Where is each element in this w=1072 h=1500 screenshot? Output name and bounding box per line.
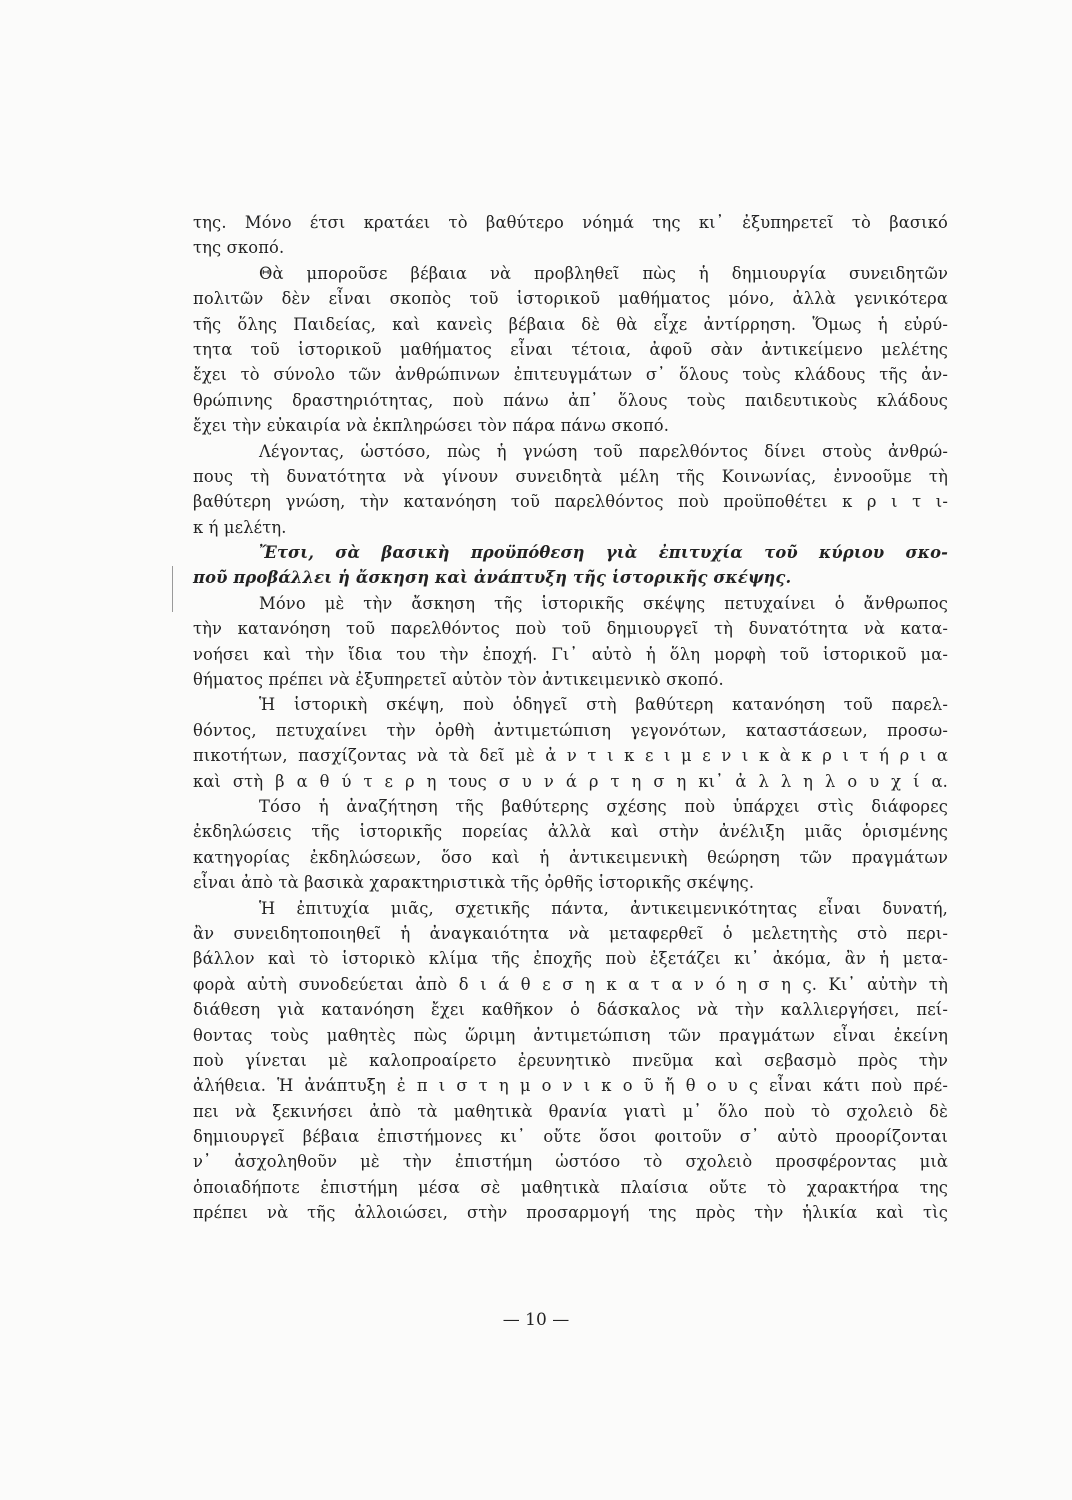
text-line: βάλλον καὶ τὸ ἱστορικὸ κλίμα τῆς ἐποχῆς ποὺ ἐξετάζει κι᾿ ἀκόμα, ἂν ἡ μετα- xyxy=(193,949,948,969)
text-line: ν᾿ ἀσχοληθοῦν μὲ τὴν ἐπιστήμη ὡστόσο τὸ σχολειὸ προσφέροντας μιὰ xyxy=(193,1152,948,1172)
text-line: τητα τοῦ ἱστορικοῦ μαθήματος εἶναι τέτοια, ἀφοῦ σὰν ἀντικείμενο μελέτης xyxy=(193,339,948,359)
text-line: Λέγοντας, ὡστόσο, πὼς ἡ γνώση τοῦ παρελθόντος δίνει στοὺς ἀνθρώ- xyxy=(259,441,948,461)
text-line: πους τὴ δυνατότητα νὰ γίνουν συνειδητὰ μέλη τῆς Κοινωνίας, ἐννοοῦμε τὴ xyxy=(193,466,948,486)
margin-pencil-mark xyxy=(172,566,173,612)
text-line: Ἡ ἱστορικὴ σκέψη, ποὺ ὁδηγεῖ στὴ βαθύτερη κατανόηση τοῦ παρελ- xyxy=(259,695,948,715)
text-line: θρώπινης δραστηριότητας, ποὺ πάνω ἀπ᾿ ὅλους τοὺς παιδευτικοὺς κλάδους xyxy=(193,390,948,410)
text-line: ὁποιαδήποτε ἐπιστήμη μέσα σὲ μαθητικὰ πλαίσια οὔτε τὸ χαρακτήρα της xyxy=(193,1177,948,1197)
text-line: εἶναι ἀπὸ τὰ βασικὰ χαρακτηριστικὰ τῆς ὀρθῆς ἱστορικῆς σκέψης. xyxy=(193,873,755,893)
text-line: κ ή μελέτη. xyxy=(193,517,287,537)
text-line: πολιτῶν δὲν εἶναι σκοπὸς τοῦ ἱστορικοῦ μαθήματος μόνο, ἀλλὰ γενικότερα xyxy=(193,289,948,309)
text-line: ποῦ προβάλλει ἡ ἄσκηση καὶ ἀνάπτυξη τῆς ἱστορικῆς σκέψης. xyxy=(193,568,792,588)
body-text xyxy=(193,210,948,1226)
text-line: Ἔτσι, σὰ βασικὴ προϋπόθεση γιὰ ἐπιτυχία τοῦ κύριου σκο- xyxy=(259,543,948,563)
text-line: φορὰ αὐτὴ συνοδεύεται ἀπὸ δ ι ά θ ε σ η κ α τ α ν ό η σ η ς. Κι᾿ αὐτὴν τὴ xyxy=(193,974,948,994)
text-line: τὴν κατανόηση τοῦ παρελθόντος ποὺ τοῦ δημιουργεῖ τὴ δυνατότητα νὰ κατα- xyxy=(193,619,948,639)
text-line: Ἡ ἐπιτυχία μιᾶς, σχετικῆς πάντα, ἀντικειμενικότητας εἶναι δυνατή, xyxy=(259,898,948,918)
text-line: νοήσει καὶ τὴν ἴδια του τὴν ἐποχή. Γι᾿ αὐτὸ ἡ ὅλη μορφὴ τοῦ ἱστορικοῦ μα- xyxy=(193,644,948,664)
text-line: πει νὰ ξεκινήσει ἀπὸ τὰ μαθητικὰ θρανία γιατὶ μ᾿ ὅλο ποὺ τὸ σχολειὸ δὲ xyxy=(193,1101,948,1121)
text-line: θήματος πρέπει νὰ ἐξυπηρετεῖ αὐτὸν τὸν ἀντικειμενικὸ σκοπό. xyxy=(193,670,724,690)
text-line: ἐκδηλώσεις τῆς ἱστορικῆς πορείας ἀλλὰ καὶ στὴν ἀνέλιξη μιᾶς ὁρισμένης xyxy=(193,822,948,842)
text-line: διάθεση γιὰ κατανόηση ἔχει καθῆκον ὁ δάσκαλος νὰ τὴν καλλιεργήσει, πεί- xyxy=(193,1000,948,1020)
text-line: κατηγορίας ἐκδηλώσεων, ὅσο καὶ ἡ ἀντικειμενικὴ θεώρηση τῶν πραγμάτων xyxy=(193,847,948,867)
text-line: θόντος, πετυχαίνει τὴν ὀρθὴ ἀντιμετώπιση γεγονότων, καταστάσεων, προσω- xyxy=(193,720,948,740)
text-line: βαθύτερη γνώση, τὴν κατανόηση τοῦ παρελθόντος ποὺ προϋποθέτει κ ρ ι τ ι- xyxy=(193,492,948,512)
text-line: πικοτήτων, πασχίζοντας νὰ τὰ δεῖ μὲ ἀ ν τ ι κ ε ι μ ε ν ι κ ὰ κ ρ ι τ ή ρ ι α xyxy=(193,746,948,766)
text-line: ἔχει τὸ σύνολο τῶν ἀνθρώπινων ἐπιτευγμάτων σ᾿ ὅλους τοὺς κλάδους τῆς ἀν- xyxy=(193,365,948,385)
text-line: Θὰ μποροῦσε βέβαια νὰ προβληθεῖ πὼς ἡ δημιουργία συνειδητῶν xyxy=(259,263,948,283)
text-line: ἔχει τὴν εὐκαιρία νὰ ἐκπληρώσει τὸν πάρα πάνω σκοπό. xyxy=(193,416,670,436)
text-line: θοντας τοὺς μαθητὲς πὼς ὥριμη ἀντιμετώπιση τῶν πραγμάτων εἶναι ἐκείνη xyxy=(193,1025,948,1045)
text-line: ποὺ γίνεται μὲ καλοπροαίρετο ἐρευνητικὸ πνεῦμα καὶ σεβασμὸ πρὸς τὴν xyxy=(193,1050,948,1070)
page-number: — 10 — xyxy=(502,1310,570,1330)
text-line: της σκοπό. xyxy=(193,238,285,258)
text-line: δημιουργεῖ βέβαια ἐπιστήμονες κι᾿ οὔτε ὅσοι φοιτοῦν σ᾿ αὐτὸ προορίζονται xyxy=(193,1127,948,1147)
text-line: πρέπει νὰ τῆς ἀλλοιώσει, στὴν προσαρμογή της πρὸς τὴν ἡλικία καὶ τὶς xyxy=(193,1203,948,1223)
text-line: της. Μόνο έτσι κρατάει τὸ βαθύτερο νόημά της κι᾿ ἐξυπηρετεῖ τὸ βασικό xyxy=(193,213,948,232)
text-line: καὶ στὴ β α θ ύ τ ε ρ η τους σ υ ν ά ρ τ η σ η κι᾿ ἀ λ λ η λ ο υ χ ί α. xyxy=(193,771,948,791)
text-line: Μόνο μὲ τὴν ἄσκηση τῆς ἱστορικῆς σκέψης πετυχαίνει ὁ ἄνθρωπος xyxy=(259,593,948,613)
text-line: ἀλήθεια. Ἡ ἀνάπτυξη ἐ π ι σ τ η μ ο ν ι κ ο ῦ ἤ θ ο υ ς εἶναι κάτι ποὺ πρέ- xyxy=(193,1076,948,1096)
text-line: Τόσο ἡ ἀναζήτηση τῆς βαθύτερης σχέσης ποὺ ὑπάρχει στὶς διάφορες xyxy=(259,796,948,816)
text-line: τῆς ὅλης Παιδείας, καὶ κανεὶς βέβαια δὲ θὰ εἶχε ἀντίρρηση. Ὅμως ἡ εὐρύ- xyxy=(193,314,948,334)
text-line: ἂν συνειδητοποιηθεῖ ἡ ἀναγκαιότητα νὰ μεταφερθεῖ ὁ μελετητὴς στὸ περι- xyxy=(193,923,948,943)
